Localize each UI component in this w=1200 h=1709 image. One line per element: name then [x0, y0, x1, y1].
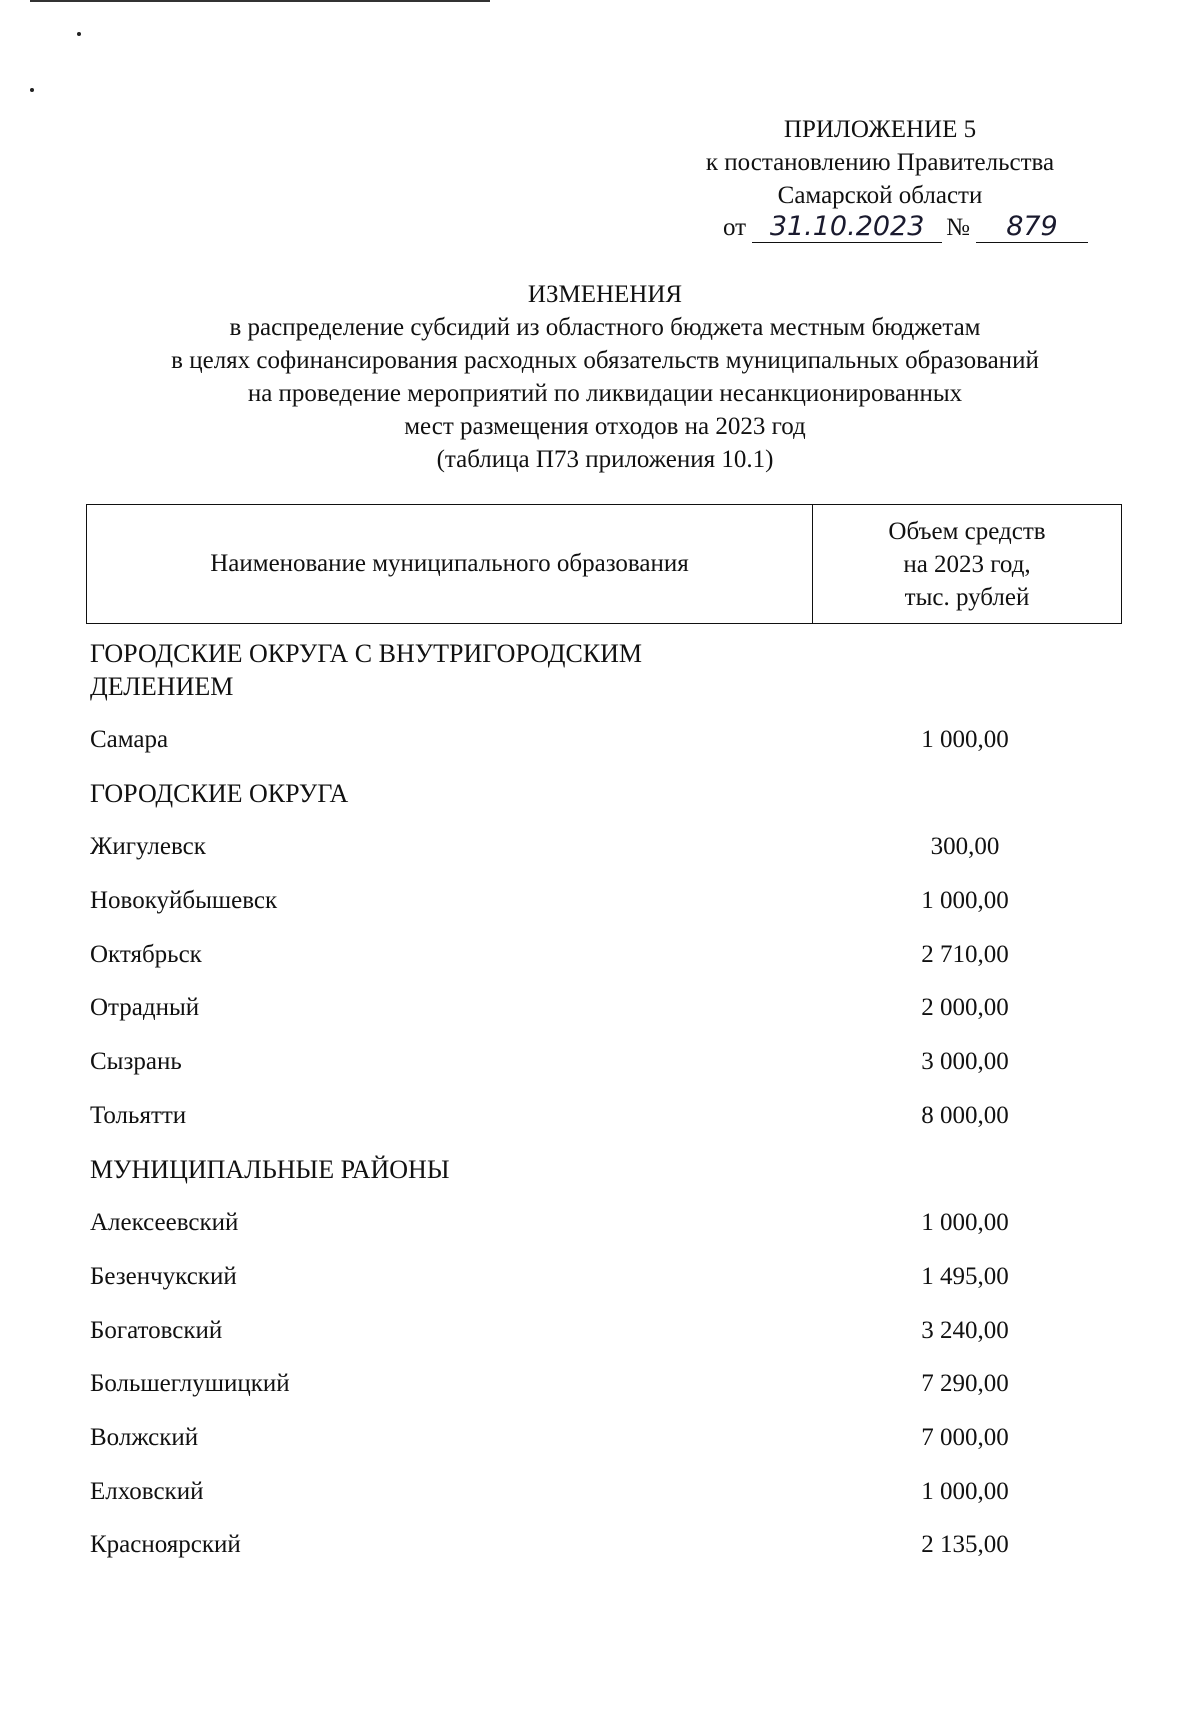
municipality-name: Волжский — [90, 1423, 199, 1451]
column-header-name-text: Наименование муниципального образования — [210, 550, 689, 577]
table-row — [90, 1524, 1120, 1578]
number-prefix: № — [946, 214, 970, 241]
decree-number-handwritten: 879 — [976, 211, 1088, 243]
column-header-name — [87, 505, 813, 623]
title-line: в целях софинансирования расходных обязательств муниципальных образований — [171, 347, 1039, 374]
document-title: ИЗМЕНЕНИЯ — [527, 281, 683, 308]
table-header — [86, 504, 1122, 624]
subsidy-amount: 1 000,00 — [921, 726, 1009, 753]
table-body — [90, 633, 1120, 1578]
municipality-name: Красноярский — [90, 1531, 241, 1559]
municipality-name: Большеглушицкий — [90, 1370, 290, 1398]
municipality-name: Алексеевский — [90, 1209, 239, 1237]
table-row — [90, 1471, 1120, 1525]
table-row — [90, 719, 1120, 773]
document-title-block — [60, 278, 1150, 476]
table-row — [90, 1041, 1120, 1095]
title-line: мест размещения отходов на 2023 год — [404, 413, 806, 440]
subsidy-amount: 2 710,00 — [921, 940, 1009, 968]
title-line: на проведение мероприятий по ликвидации несанкционированных — [247, 380, 963, 407]
table-row — [90, 987, 1120, 1041]
municipality-name: Тольятти — [90, 1101, 187, 1129]
section-heading: ГОРОДСКИЕ ОКРУГА — [90, 778, 349, 808]
decree-date-line — [723, 211, 1088, 243]
subsidy-amount: 300,00 — [930, 833, 1000, 861]
appendix-decree-line: к постановлению Правительства — [705, 149, 1055, 176]
table-row — [90, 1417, 1120, 1471]
column-header-value-line: Объем средств — [888, 517, 1046, 545]
appendix-region-line: Самарской области — [777, 182, 983, 209]
table-row — [90, 1256, 1120, 1310]
subsidy-amount: 8 000,00 — [921, 1101, 1009, 1129]
table-section-row — [90, 1149, 1120, 1203]
table-row — [90, 1095, 1120, 1149]
subsidy-amount: 3 000,00 — [921, 1048, 1009, 1076]
table-section-row — [90, 773, 1120, 827]
title-line: (таблица П73 приложения 10.1) — [436, 446, 774, 473]
table-row — [90, 934, 1120, 988]
municipality-name: Октябрьск — [90, 940, 202, 968]
column-header-value-line: на 2023 год, — [903, 550, 1031, 578]
section-heading: ГОРОДСКИЕ ОКРУГА С ВНУТРИГОРОДСКИМ ДЕЛЕНИЕМ — [90, 639, 643, 701]
appendix-header — [640, 113, 1120, 212]
section-heading: МУНИЦИПАЛЬНЫЕ РАЙОНЫ — [90, 1154, 450, 1184]
title-line: в распределение субсидий из областного бюджета местным бюджетам — [229, 314, 981, 341]
scan-speck — [30, 88, 34, 92]
municipality-name: Безенчукский — [90, 1262, 237, 1290]
subsidy-amount: 1 000,00 — [921, 1477, 1009, 1505]
subsidy-amount: 7 290,00 — [921, 1370, 1009, 1398]
subsidy-amount: 1 000,00 — [921, 1209, 1009, 1237]
municipality-name: Богатовский — [90, 1316, 223, 1344]
municipality-name: Елховский — [90, 1477, 204, 1505]
column-header-value — [813, 505, 1121, 623]
table-section-row — [90, 633, 1120, 719]
column-header-value-line: тыс. рублей — [904, 583, 1030, 611]
municipality-name: Самара — [90, 726, 169, 753]
date-prefix: от — [723, 214, 747, 241]
subsidy-amount: 2 135,00 — [921, 1531, 1009, 1559]
municipality-name: Сызрань — [90, 1048, 182, 1076]
municipality-name: Новокуйбышевск — [90, 887, 278, 915]
subsidy-amount: 2 000,00 — [921, 994, 1009, 1022]
subsidy-amount: 1 495,00 — [921, 1262, 1009, 1290]
table-row — [90, 1363, 1120, 1417]
decree-date-handwritten: 31.10.2023 — [752, 211, 942, 243]
appendix-number: ПРИЛОЖЕНИЕ 5 — [783, 116, 977, 143]
table-row — [90, 880, 1120, 934]
municipality-name: Отрадный — [90, 994, 200, 1022]
subsidy-amount: 1 000,00 — [921, 887, 1009, 915]
subsidy-amount: 7 000,00 — [921, 1423, 1009, 1451]
scan-speck — [77, 32, 81, 36]
scan-artifact-line — [30, 0, 490, 2]
municipality-name: Жигулевск — [90, 833, 206, 861]
table-row — [90, 1310, 1120, 1364]
table-row — [90, 1202, 1120, 1256]
table-row — [90, 826, 1120, 880]
subsidy-amount: 3 240,00 — [921, 1316, 1009, 1344]
